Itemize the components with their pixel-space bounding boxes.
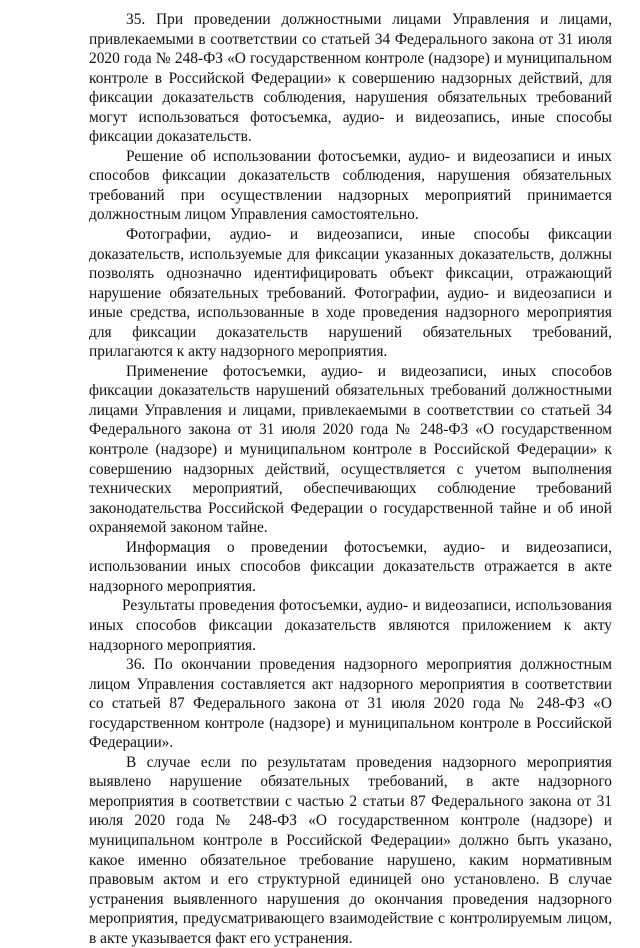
paragraph-photos: Фотографии, аудио- и видеозаписи, иные способы фиксации доказательств, используемые для фиксации указанных доказательств, должны позволять однозначно идентифицировать объект фиксации, отражающий нарушение обязательных требований. Фотографии, аудио- и видеозаписи и иные средства, использованные в ходе проведения надзорного мероприятия для фиксации доказательств нарушений обязательных требований, прилагаются к акту надзорного мероприятия. xyxy=(89,226,612,361)
paragraph-information: Информация о проведении фотосъемки, аудио- и видеозаписи, использовании иных способов фиксации доказательств отражается в акте надзорного мероприятия. xyxy=(89,538,612,595)
paragraph-decision: Решение об использовании фотосъемки, аудио- и видеозаписи и иных способов фиксации доказательств соблюдения, нарушения обязательных требований при осуществлении надзорных мероприятий принимается должностным лицом Управления самостоятельно. xyxy=(89,147,612,224)
paragraph-35: 35. При проведении должностными лицами Управления и лицами, привлекаемыми в соответствии со статьей 34 Федерального закона от 31 июля 2020 года № 248-ФЗ «О государственном контроле (надзоре) и муниципальном контроле в Российской Федерации» к совершению надзорных действий, для фиксации доказательств соблюдения, нарушения обязательных требований могут использоваться фотосъемка, аудио- и видеозапись, иные способы фиксации доказательств. xyxy=(89,11,612,146)
paragraph-application: Применение фотосъемки, аудио- и видеозаписи, иных способов фиксации доказательств нарушений обязательных требований должностными лицами Управления и лицами, привлекаемыми в соответствии со статьей 34 Федерального закона от 31 июля 2020 года № 248-ФЗ «О государственном контроле (надзоре) и муниципальном контроле в Российской Федерации» к совершению надзорных действий, осуществляется с учетом выполнения технических мероприятий, обеспечивающих соблюдение требований законодательства Российской Федерации о государственной тайне и об иной охраняемой законом тайне. xyxy=(89,362,612,537)
paragraph-36: 36. По окончании проведения надзорного мероприятия должностным лицом Управления составляется акт надзорного мероприятия в соответствии со статьей 87 Федерального закона от 31 июля 2020 года № 248-ФЗ «О государственном контроле (надзоре) и муниципальном контроле в Российской Федерации». xyxy=(89,656,612,752)
paragraph-results: Результаты проведения фотосъемки, аудио- и видеозаписи, использования иных способов фиксации доказательств являются приложением к акту надзорного мероприятия. xyxy=(89,597,612,654)
paragraph-violation: В случае если по результатам проведения надзорного мероприятия выявлено нарушение обязательных требований, в акте надзорного мероприятия в соответствии с частью 2 статьи 87 Федерального закона от 31 июля 2020 года № 248-ФЗ «О государственном контроле (надзоре) и муниципальном контроле в Российской Федерации» должно быть указано, какое именно обязательное требование нарушено, каким нормативным правовым актом и его структурной единицей оно установлено. В случае устранения выявленного нарушения до окончания проведения надзорного мероприятия, предусматривающего взаимодействие с контролируемым лицом, в акте указывается факт его устранения. xyxy=(89,753,612,947)
